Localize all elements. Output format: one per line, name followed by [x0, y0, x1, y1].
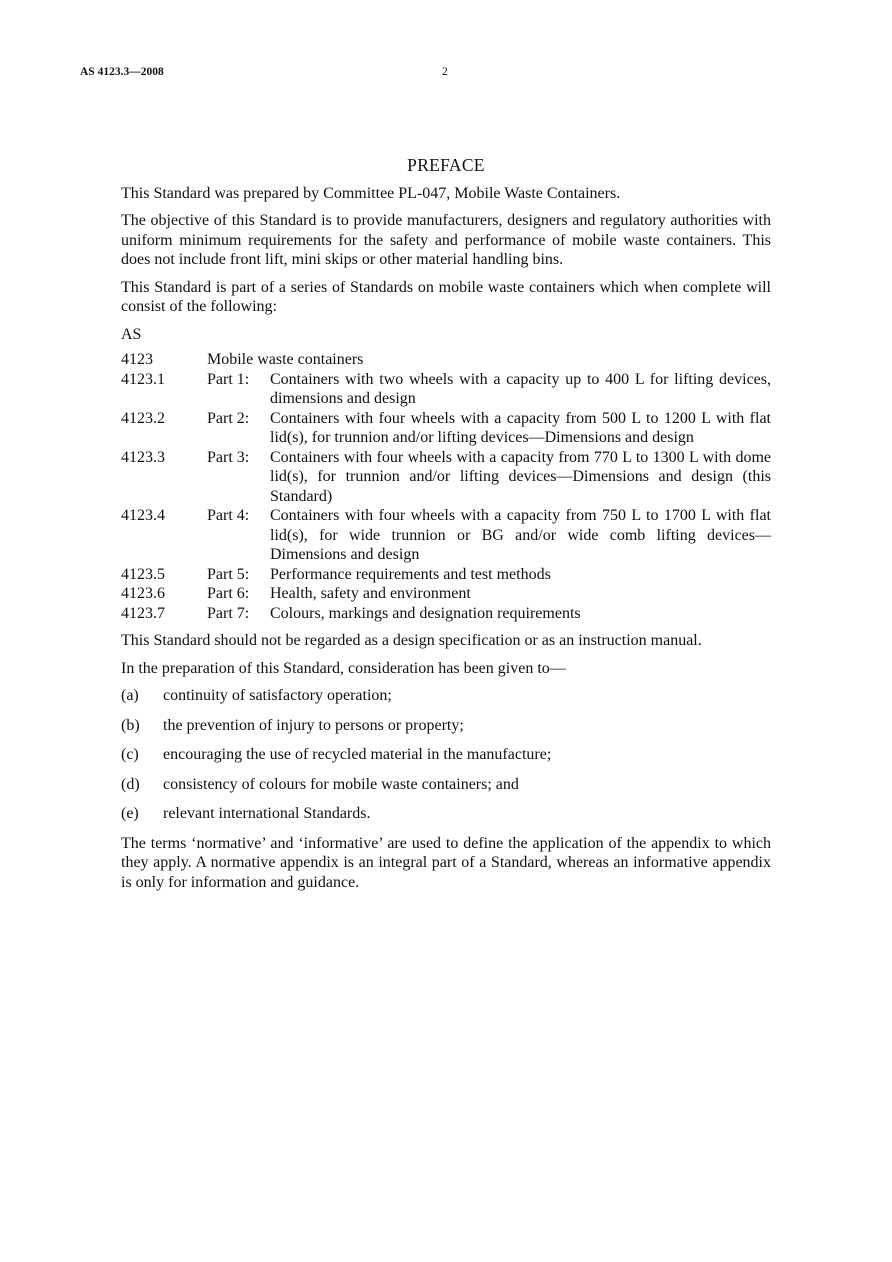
series-number: 4123.3	[121, 448, 165, 466]
series-part: Part 3:	[207, 448, 250, 466]
series-row	[121, 448, 771, 507]
series-title: Performance requirements and test methods	[270, 565, 551, 583]
series-row	[121, 350, 771, 370]
paragraph-objective: The objective of this Standard is to provide manufacturers, designers and regulatory authorities with uniform minimum requirements for the safety and performance of mobile waste containers. This does not include front lift, mini skips or other material handling bins.	[121, 212, 771, 268]
series-number: 4123.2	[121, 409, 165, 427]
list-item-text: relevant international Standards.	[163, 805, 371, 822]
series-row	[121, 409, 771, 448]
series-part: Part 2:	[207, 409, 250, 427]
list-item-text: continuity of satisfactory operation;	[163, 687, 392, 704]
preface-section	[121, 156, 771, 900]
series-row	[121, 506, 771, 565]
series-title: Health, safety and environment	[270, 585, 471, 602]
paragraph-series-intro: This Standard is part of a series of Standards on mobile waste containers which when complete will consist of the following:	[121, 278, 771, 315]
series-part: Part 6:	[207, 585, 250, 602]
preface-title: PREFACE	[407, 155, 485, 175]
document-id: AS 4123.3—2008	[80, 66, 164, 78]
as-label: AS	[121, 325, 142, 343]
series-title: Colours, markings and designation requirements	[270, 604, 581, 622]
series-number: 4123.1	[121, 370, 165, 388]
series-title: Containers with four wheels with a capacity from 770 L to 1300 L with dome lid(s), for trunnion and/or lifting devices—Dimensions and design (this Standard)	[270, 448, 771, 505]
series-part: Part 1:	[207, 370, 250, 388]
series-title: Containers with four wheels with a capacity from 500 L to 1200 L with flat lid(s), for trunnion and/or lifting devices—Dimensions and design	[270, 409, 771, 446]
list-marker: (b)	[121, 716, 140, 734]
list-item-text: the prevention of injury to persons or property;	[163, 716, 464, 734]
list-item	[121, 745, 771, 765]
paragraph-not-specification: This Standard should not be regarded as a design specification or as an instruction manual.	[121, 632, 702, 649]
page-number: 2	[442, 66, 448, 78]
series-row	[121, 584, 771, 604]
list-item	[121, 804, 771, 824]
list-marker: (c)	[121, 746, 139, 763]
series-title: Containers with two wheels with a capacity up to 400 L for lifting devices, dimensions and design	[270, 370, 771, 407]
series-number: 4123.7	[121, 604, 165, 622]
list-item	[121, 716, 771, 736]
series-part: Part 5:	[207, 565, 250, 583]
running-header	[80, 66, 820, 86]
series-number: 4123.4	[121, 507, 165, 524]
series-number: 4123.5	[121, 565, 165, 583]
list-item-text: encouraging the use of recycled material in the manufacture;	[163, 746, 552, 763]
series-part: Part 7:	[207, 604, 250, 622]
series-title: Containers with four wheels with a capacity from 750 L to 1700 L with flat lid(s), for wide trunnion or BG and/or wide comb lifting devices—Dimensions and design	[270, 507, 771, 563]
series-number: 4123.6	[121, 585, 165, 602]
considerations-list	[121, 686, 771, 824]
list-marker: (e)	[121, 805, 139, 822]
list-marker: (a)	[121, 687, 139, 704]
paragraph-consideration-intro: In the preparation of this Standard, consideration has been given to—	[121, 659, 566, 677]
series-table	[121, 350, 771, 623]
series-row	[121, 565, 771, 585]
series-title: Mobile waste containers	[207, 351, 364, 368]
series-row	[121, 604, 771, 624]
paragraph-normative-informative: The terms ‘normative’ and ‘informative’ are used to define the application of the appendix to which they apply. A normative appendix is an integral part of a Standard, whereas an informative appendix is only for information and guidance.	[121, 834, 771, 891]
paragraph-committee: This Standard was prepared by Committee PL-047, Mobile Waste Containers.	[121, 184, 621, 202]
list-marker: (d)	[121, 775, 140, 793]
list-item	[121, 775, 771, 795]
series-part: Part 4:	[207, 507, 250, 524]
list-item-text: consistency of colours for mobile waste containers; and	[163, 775, 519, 793]
series-number: 4123	[121, 351, 153, 368]
series-row	[121, 370, 771, 409]
list-item	[121, 686, 771, 706]
